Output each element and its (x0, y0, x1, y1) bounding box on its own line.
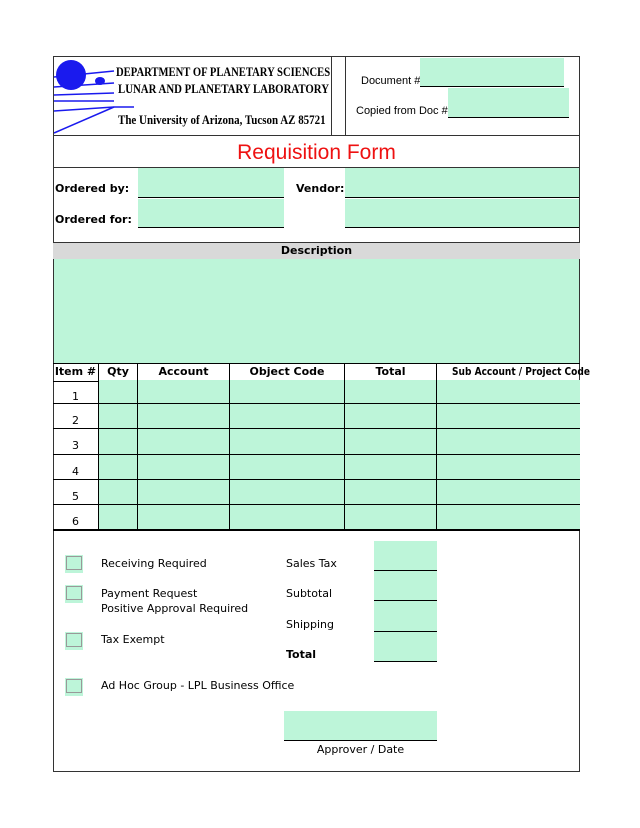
university-address: The University of Arizona, Tucson AZ 85721 (118, 113, 326, 127)
item-number: 1 (53, 380, 99, 404)
table-cell-object-code[interactable] (230, 505, 345, 530)
item-number: 2 (53, 404, 99, 429)
payment-request-checkbox[interactable] (65, 585, 83, 603)
table-cell-sub-account[interactable] (437, 455, 580, 480)
receiving-required-label: Receiving Required (101, 557, 207, 570)
table-cell-object-code[interactable] (230, 380, 345, 404)
vendor-field-2[interactable] (345, 199, 579, 228)
item-number: 6 (53, 505, 99, 530)
ordered-for-label: Ordered for: (55, 213, 132, 226)
table-cell-qty[interactable] (99, 455, 138, 480)
item-number: 5 (53, 480, 99, 505)
table-cell-account[interactable] (138, 380, 230, 404)
approver-field[interactable] (284, 711, 437, 741)
lab-name: LUNAR AND PLANETARY LABORATORY (118, 81, 330, 96)
total-label: Total (286, 648, 317, 661)
col-object-code: Object Code (230, 363, 345, 380)
table-cell-object-code[interactable] (230, 429, 345, 455)
col-account: Account (138, 363, 230, 380)
table-cell-account[interactable] (138, 404, 230, 429)
total-field[interactable] (374, 632, 437, 662)
sales-tax-label: Sales Tax (286, 557, 337, 570)
table-cell-total[interactable] (345, 380, 437, 404)
table-cell-total[interactable] (345, 429, 437, 455)
table-cell-total[interactable] (345, 505, 437, 530)
ordered-by-field[interactable] (138, 168, 284, 198)
col-item: Item # (53, 363, 99, 380)
table-cell-qty[interactable] (99, 404, 138, 429)
shipping-label: Shipping (286, 618, 334, 631)
table-cell-sub-account[interactable] (437, 404, 580, 429)
document-number-field[interactable] (420, 58, 564, 87)
table-cell-total[interactable] (345, 455, 437, 480)
table-cell-object-code[interactable] (230, 480, 345, 505)
shipping-field[interactable] (374, 601, 437, 632)
copied-doc-field[interactable] (448, 88, 569, 118)
table-cell-qty[interactable] (99, 505, 138, 530)
ordered-by-label: Ordered by: (55, 182, 130, 195)
vendor-label: Vendor: (296, 182, 345, 195)
dept-name: DEPARTMENT OF PLANETARY SCIENCES (116, 64, 331, 79)
item-number: 4 (53, 455, 99, 480)
col-qty: Qty (99, 363, 138, 380)
table-cell-qty[interactable] (99, 429, 138, 455)
item-number: 3 (53, 429, 99, 455)
table-cell-sub-account[interactable] (437, 480, 580, 505)
table-cell-account[interactable] (138, 480, 230, 505)
page-title: Requisition Form (237, 141, 396, 164)
table-cell-total[interactable] (345, 404, 437, 429)
col-sub-account: Sub Account / Project Code (452, 365, 590, 378)
copied-label: Copied from Doc # (356, 105, 448, 117)
sales-tax-field[interactable] (374, 541, 437, 571)
table-cell-account[interactable] (138, 455, 230, 480)
subtotal-label: Subtotal (286, 587, 333, 600)
positive-approval-label: Positive Approval Required (101, 602, 249, 615)
approver-label: Approver / Date (316, 743, 405, 756)
col-total: Total (345, 363, 437, 380)
receiving-required-checkbox[interactable] (65, 555, 83, 573)
vendor-field-1[interactable] (345, 168, 579, 198)
table-cell-account[interactable] (138, 505, 230, 530)
table-cell-sub-account[interactable] (437, 505, 580, 530)
tax-exempt-label: Tax Exempt (101, 633, 165, 646)
document-label: Document # (361, 75, 421, 87)
ad-hoc-checkbox[interactable] (65, 678, 83, 696)
description-header: Description (53, 242, 580, 260)
table-cell-sub-account[interactable] (437, 429, 580, 455)
table-cell-account[interactable] (138, 429, 230, 455)
table-cell-qty[interactable] (99, 480, 138, 505)
table-cell-total[interactable] (345, 480, 437, 505)
table-cell-object-code[interactable] (230, 455, 345, 480)
logo-box (53, 56, 332, 136)
table-cell-object-code[interactable] (230, 404, 345, 429)
tax-exempt-checkbox[interactable] (65, 632, 83, 650)
description-field[interactable] (54, 259, 579, 363)
table-cell-qty[interactable] (99, 380, 138, 404)
ordered-for-field[interactable] (138, 199, 284, 228)
table-cell-sub-account[interactable] (437, 380, 580, 404)
payment-request-label: Payment Request (101, 587, 198, 600)
subtotal-field[interactable] (374, 571, 437, 601)
ad-hoc-label: Ad Hoc Group - LPL Business Office (101, 679, 295, 692)
